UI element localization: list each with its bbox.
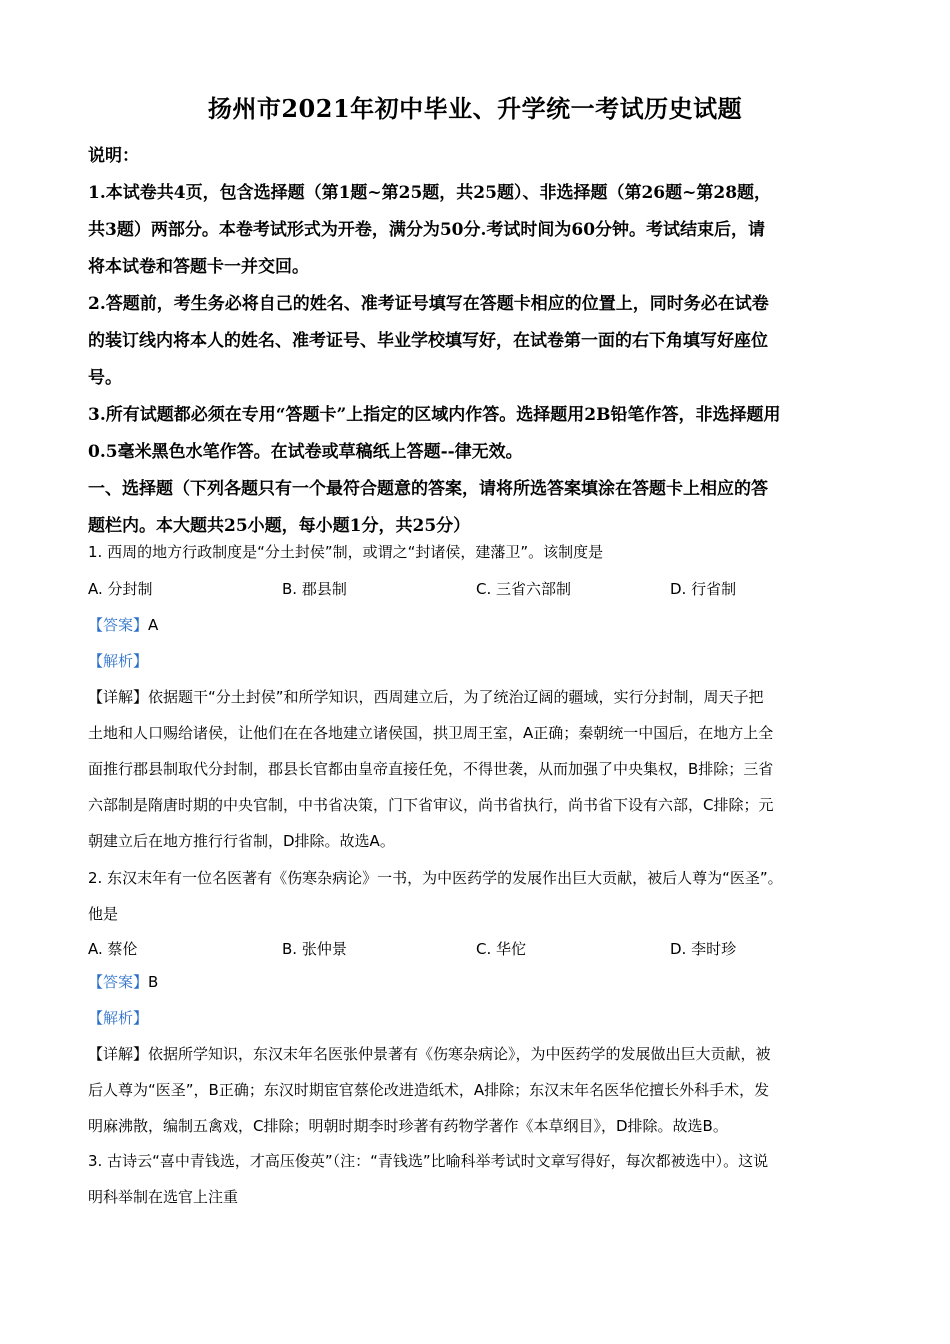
instruction-line: 号。 [88, 368, 122, 388]
question-stem-line: 他是 [88, 905, 119, 923]
instructions-heading: 说明： [88, 146, 139, 166]
answer-value: B [148, 973, 159, 991]
question-1-answer [88, 607, 868, 859]
analysis-tag: 【解析】 [88, 1009, 149, 1027]
option-c: C. 华佗 [476, 940, 527, 958]
question-1-options [88, 571, 868, 607]
instruction-line: 1.本试卷共4页，包含选择题（第1题~第25题，共25题）、非选择题（第26题~第28题， [88, 183, 772, 203]
page-title: 扬州市2021年初中毕业、升学统一考试历史试题 [207, 94, 743, 123]
question-1-stem [88, 534, 868, 570]
question-2-stem [88, 860, 868, 932]
instruction-line: 0.5毫米黑色水笔作答。在试卷或草稿纸上答题--律无效。 [88, 442, 523, 462]
question-stem-line: 明科举制在选官上注重 [88, 1188, 239, 1206]
detail-line: 依据题干“分土封侯”和所学知识，西周建立后，为了统治辽阔的疆域，实行分封制，周天子把 [148, 688, 764, 706]
answer-value: A [148, 616, 159, 634]
section-heading: 题栏内。本大题共25小题，每小题1分，共25分） [88, 516, 471, 536]
detail-line: 后人尊为“医圣”，B正确；东汉时期宦官蔡伦改进造纸术，A排除；东汉末年名医华佗擅长外科手术，发 [88, 1081, 770, 1099]
question-stem-line: 1. 西周的地方行政制度是“分土封侯”制，或谓之“封诸侯，建藩卫”。该制度是 [88, 543, 604, 561]
detail-line: 六部制是隋唐时期的中央官制，中书省决策，门下省审议，尚书省执行，尚书省下设有六部，C排除；元 [88, 796, 774, 814]
option-a: A. 分封制 [88, 580, 153, 598]
detail-tag: 【详解】 [88, 1045, 149, 1063]
detail-line: 朝建立后在地方推行行省制，D排除。故选A。 [88, 832, 395, 850]
instruction-line: 将本试卷和答题卡一并交回。 [88, 257, 309, 277]
answer-tag: 【答案】 [88, 973, 149, 991]
question-stem-line: 3. 古诗云“喜中青钱选，才高压俊英”（注：“青钱选”比喻科举考试时文章写得好，每次都被选中）。这说 [88, 1152, 769, 1170]
option-b: B. 郡县制 [282, 580, 347, 598]
instructions [88, 138, 868, 545]
option-d: D. 李时珍 [670, 940, 737, 958]
question-2-answer [88, 964, 868, 1144]
detail-tag: 【详解】 [88, 688, 149, 706]
instruction-line: 的装订线内将本人的姓名、准考证号、毕业学校填写好，在试卷第一面的右下角填写好座位 [88, 331, 768, 351]
answer-tag: 【答案】 [88, 616, 149, 634]
question-2-options [88, 931, 868, 967]
option-c: C. 三省六部制 [476, 580, 572, 598]
question-stem-line: 2. 东汉末年有一位名医著有《伤寒杂病论》一书，为中医药学的发展作出巨大贡献，被后人尊为“医圣”。 [88, 869, 783, 887]
instruction-line: 3.所有试题都必须在专用“答题卡”上指定的区域内作答。选择题用2B铅笔作答，非选择题用 [88, 405, 781, 425]
instruction-line: 共3题）两部分。本卷考试形式为开卷，满分为50分.考试时间为60分钟。考试结束后，请 [88, 220, 766, 240]
section-heading: 一、选择题（下列各题只有一个最符合题意的答案，请将所选答案填涂在答题卡上相应的答 [88, 479, 768, 499]
question-3-stem [88, 1143, 868, 1215]
option-d: D. 行省制 [670, 580, 737, 598]
detail-line: 土地和人口赐给诸侯，让他们在在各地建立诸侯国，拱卫周王室，A正确；秦朝统一中国后，在地方上全 [88, 724, 774, 742]
analysis-tag: 【解析】 [88, 652, 149, 670]
option-a: A. 蔡伦 [88, 940, 138, 958]
detail-line: 面推行郡县制取代分封制，郡县长官都由皇帝直接任免，不得世袭，从而加强了中央集权，B排除；三省 [88, 760, 774, 778]
instruction-line: 2.答题前，考生务必将自己的姓名、准考证号填写在答题卡相应的位置上，同时务必在试卷 [88, 294, 769, 314]
detail-line: 明麻沸散，编制五禽戏，C排除；明朝时期李时珍著有药物学著作《本草纲目》，D排除。故选B。 [88, 1117, 728, 1135]
option-b: B. 张仲景 [282, 940, 347, 958]
detail-line: 依据所学知识，东汉末年名医张仲景著有《伤寒杂病论》，为中医药学的发展做出巨大贡献，被 [148, 1045, 771, 1063]
